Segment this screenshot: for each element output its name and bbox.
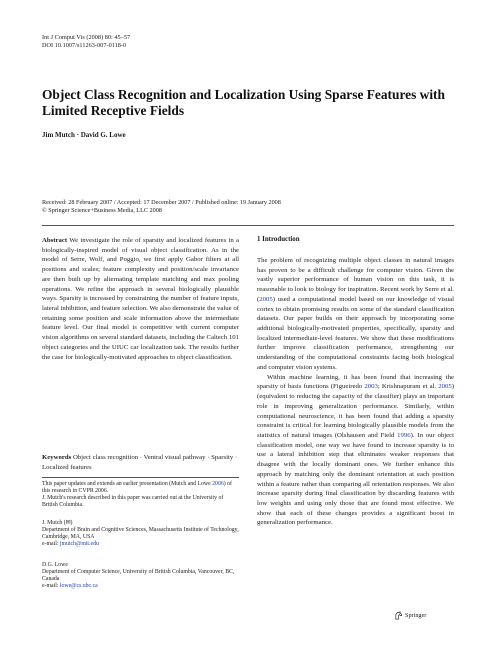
- section-heading: 1 Introduction: [257, 236, 300, 243]
- email-label: e-mail:: [42, 583, 60, 590]
- keywords-label: Keywords: [42, 454, 72, 461]
- introduction-body: [257, 256, 454, 528]
- publisher-name: Springer: [405, 612, 427, 619]
- paragraph-text: Within machine learning, it has been found that increasing the sparsity of basis functions (Figueiredo: [257, 373, 454, 391]
- copyright: © Springer Science+Business Media, LLC 2008: [42, 207, 162, 214]
- email-link[interactable]: lowe@cs.ubc.ca: [59, 583, 98, 590]
- authors: Jim Mutch · David G. Lowe: [42, 131, 126, 139]
- author-department: Department of Brain and Cognitive Sciences, Massachusetts Institute of Technology, Cambridge, MA, USA: [42, 527, 239, 541]
- abstract-label: Abstract: [42, 237, 68, 244]
- email-label: e-mail:: [42, 541, 60, 548]
- paper-title: Object Class Recognition and Localization Using Sparse Features with Limited Receptive Fields: [42, 87, 445, 118]
- author-name: J. Mutch (✉): [42, 520, 73, 526]
- citation-link[interactable]: 2005: [259, 295, 273, 303]
- email-link[interactable]: jmutch@mit.edu: [59, 541, 99, 548]
- divider: [42, 225, 454, 226]
- paragraph-text: ; Krishnapuram et al.: [377, 383, 439, 391]
- citation-link[interactable]: 2006: [212, 481, 224, 487]
- citation-link[interactable]: 2005: [438, 383, 452, 391]
- abstract: [42, 236, 239, 362]
- citation-link[interactable]: 1996: [397, 431, 411, 439]
- paragraph: [257, 373, 454, 529]
- affiliation-mutch: [42, 520, 239, 548]
- springer-horse-icon: [394, 611, 403, 620]
- received-accepted-dates: Received: 28 February 2007 / Accepted: 17 December 2007 / Published online: 19 January 2008: [42, 199, 281, 206]
- keywords: [42, 453, 239, 472]
- paragraph: [257, 256, 454, 373]
- footnote-text: ) of this research in CVPR 2006.: [42, 481, 232, 495]
- author-department: Department of Computer Science, University of British Columbia, Vancouver, BC, Canada: [42, 569, 235, 583]
- journal-info: [42, 34, 130, 50]
- paragraph-text: ) (equivalent to reducing the capacity of the classifier) plays an important role in improving generalization performance. Similarly, within computational neuroscience, it has been found that adding a sparsity constraint is critical for learning biologically plausible models from the statistics of natural images (Olshausen and Field: [257, 383, 454, 439]
- doi: DOI 10.1007/s11263-007-0118-0: [42, 42, 127, 49]
- keywords-text: Object class recognition · Ventral visual pathway · Sparsity · Localized features: [42, 454, 238, 471]
- journal-citation: Int J Comput Vis (2008) 80: 45–57: [42, 34, 131, 41]
- footnote: [42, 481, 239, 509]
- paragraph-text: The problem of recognizing multiple object classes in natural images has proven to be a difficult challenge for computer vision. Given the vastly superior performance of human vision on this task, it is reasonable to look to biology for inspiration. Recent work by Serre et al. (: [257, 257, 454, 303]
- footnote-text: This paper updates and extends an earlier presentation (Mutch and Lowe: [42, 481, 213, 487]
- citation-link[interactable]: 2003: [364, 383, 378, 391]
- affiliation-lowe: [42, 562, 239, 590]
- footnote-divider: [42, 477, 239, 478]
- abstract-text: We investigate the role of sparsity and localized features in a biologically-inspired model of visual object classification. As in the model of Serre, Wolf, and Poggio, we first apply Gabor filters at all positions and scales; feature complexity and position/scale invariance are then built up by alternating template matching and max pooling operations. We refine the approach in several biologically plausible ways. Sparsity is increased by constraining the number of feature inputs, lateral inhibition, and feature selection. We also demonstrate the value of retaining some position and scale information above the intermediate feature level. Our final model is competitive with current computer vision algorithms on several standard datasets, including the Caltech 101 object categories and the UIUC car localization task. The results further the case for biologically-motivated approaches to object classification.: [42, 237, 239, 361]
- author-name: D.G. Lowe: [42, 562, 68, 568]
- paragraph-text: ) used a computational model based on our knowledge of visual cortex to obtain promising results on some of the standard classification datasets. Our paper builds on their approach by incorporating some additional biologically-motivated properties, specifically, sparsity and localized intermediate-level features. We show that these modifications further improve classification performance, strengthening our understanding of the computational constraints facing both biological and computer vision systems.: [257, 295, 454, 371]
- footnote-text: J. Mutch's research described in this paper was carried out at the University of British Columbia.: [42, 495, 224, 509]
- paragraph-text: ). In our object classification model, one way we have found to increase sparsity is to use a lateral inhibition step that eliminates weaker responses that disagree with the locally dominant ones. We further enhance this approach by matching only the dominant orientation at each position within a feature rather than comparing all orientation responses. We also increase sparsity during final classification by discarding features with low weights and using only those that are found most effective. We show that each of these changes provides a significant boost in generalization performance.: [257, 431, 454, 527]
- publisher-logo: [394, 611, 426, 620]
- publication-dates: [42, 199, 281, 215]
